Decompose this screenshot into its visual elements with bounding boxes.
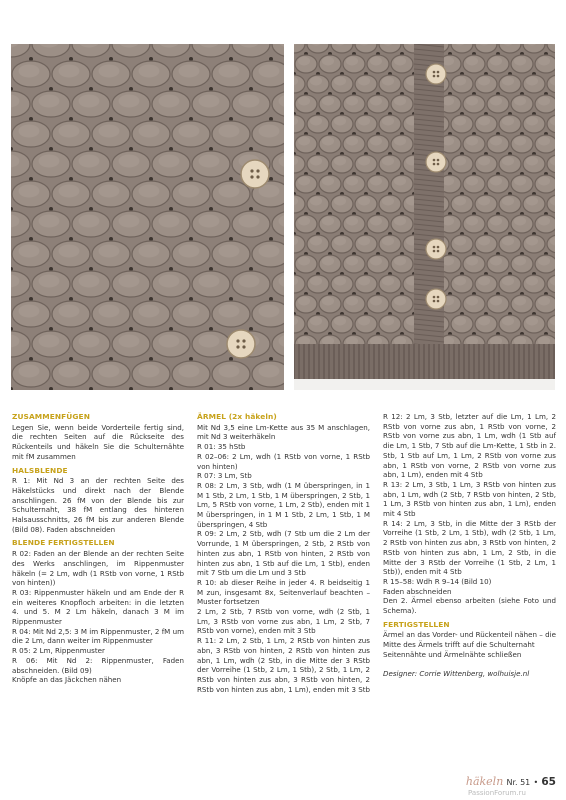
instruction-paragraph: Faden abschneiden bbox=[383, 586, 452, 596]
knit-photo-left bbox=[11, 44, 284, 390]
instruction-paragraph: R 06: Mit Nd 2: Rippenmuster, Faden abschneiden. (Bild 09) bbox=[12, 655, 184, 675]
footer-separator: • bbox=[533, 778, 539, 787]
instruction-paragraph: R 08: 2 Lm, 3 Stb, wdh (1 M überspringen, in 1 M 1 Stb, 2 Lm, 1 Stb, 1 M überspringen, 2 Stb, 1 Lm, 5 RStb von vorne, 1 Lm, 2 Stb), enden mit 1 M überspringen, in 1 M 1 Stb, 2 Lm, 1 Stb, 1 M überspringen, 4 Stb bbox=[197, 480, 370, 529]
section-title: FERTIGSTELLEN bbox=[383, 619, 450, 629]
instruction-paragraph: Seitennähte und Ärmelnähte schließen bbox=[383, 649, 522, 659]
designer-credit: Designer: Corrie Wittenberg, wolhuisje.nl bbox=[383, 668, 530, 678]
column-1 bbox=[12, 412, 184, 685]
footer-issue: Nr. 51 bbox=[506, 778, 531, 787]
section-title: HALSBLENDE bbox=[12, 465, 68, 475]
watermark: PassionForum.ru bbox=[468, 789, 526, 797]
instruction-paragraph: R 10: ab dieser Reihe in jeder 4. R beidseitig 1 M zun, insgesamt 8x, Seitenverlauf beachten – Muster fortsetzen bbox=[197, 577, 370, 607]
section-title: ZUSAMMENFÜGEN bbox=[12, 412, 90, 421]
instruction-paragraph: R 07: 3 Lm, Stb bbox=[197, 471, 252, 481]
instruction-paragraph: R 01: 35 hStb bbox=[197, 442, 246, 452]
instruction-paragraph: Ärmel an das Vorder- und Rückenteil nähen – die Mitte des Ärmels trifft auf die Schulternaht bbox=[383, 630, 556, 650]
instruction-paragraph: Mit Nd 3,5 eine Lm-Kette aus 35 M anschlagen, mit Nd 3 weiterhäkeln bbox=[197, 422, 370, 442]
page-number: 65 bbox=[541, 776, 556, 788]
instruction-paragraph: Den 2. Ärmel ebenso arbeiten (siehe Foto und Schema). bbox=[383, 596, 556, 616]
instruction-paragraph: R 11: 2 Lm, 2 Stb, 1 Lm, 2 RStb von hinten zus abn, 3 RStb von hinten, 2 RStb von hinten zus abn, 1 Lm, wdh (2 Stb, in die Mitte der 3 RStb der Vorreihe (1 Stb, 2 Lm, 1 Stb), 2 Stb, 1 Lm, 2 RStb von hinten zus abn, 3 RStb von hinten, 2 RStb von hinten zus abn, 1 Lm), enden mit 3 Stb bbox=[197, 636, 371, 694]
instruction-paragraph: R 02–06: 2 Lm, wdh (1 RStb von vorne, 1 RStb von hinten) bbox=[197, 451, 370, 471]
instruction-paragraph: R 02: Faden an der Blende an der rechten Seite des Werks anschlingen, im Rippenmuster häkeln (= 2 Lm, wdh (1 RStb von vorne, 1 RStb von hinten)) bbox=[12, 549, 184, 588]
instruction-paragraph: R 14: 2 Lm, 3 Stb, in die Mitte der 3 RStb der Vorreihe (1 Stb, 2 Lm, 1 Stb), wdh (2 Stb, 1 Lm, 2 RStb von hinten zus abn, 3 RStb von hinten, 2 RStb von hinten zus abn, 1 Lm, 2 Stb, in die Mitte der 3 RStb der Vorreihe (1 Stb, 2 Lm, 1 Stb)), enden mit 4 Stb bbox=[383, 518, 556, 577]
instruction-paragraph: Legen Sie, wenn beide Vorderteile fertig sind, die rechten Seiten auf die Rückseite des Rückenteils und häkeln Sie die Schulternähte mit fM zusammen bbox=[12, 422, 184, 461]
instruction-paragraph: 2 Lm, 2 Stb, 7 RStb von vorne, wdh (2 Stb, 1 Lm, 3 RStb von vorne zus abn, 1 Lm, 2 Stb, 7 RStb von vorne), enden mit 3 Stb bbox=[197, 607, 370, 636]
instruction-paragraph: R 13: 2 Lm, 3 Stb, 1 Lm, 3 RStb von hinten zus abn, 1 Lm, wdh (2 Stb, 7 RStb von hinten, 2 Stb, 1 Lm, 3 RStb von hinten zus abn, 1 Lm), enden mit 4 Stb bbox=[383, 479, 556, 519]
instruction-paragraph: R 09: 2 Lm, 2 Stb, wdh (7 Stb um die 2 Lm der Vorrunde, 1 M überspringen, 2 Stb, 2 RStb von hinten zus abn, 1 RStb von hinten, 2 RStb von hinten zus abn, 1 Stb auf die Lm, 1 Stb), enden mit 7 Stb um die Lm und 3 Stb bbox=[197, 529, 370, 578]
column-3 bbox=[383, 412, 556, 678]
instruction-paragraph: R 1: Mit Nd 3 an der rechten Seite des Häkelstücks und direkt nach der Blende anschlingen. 26 fM von der Blende bis zur Schulternaht, 38 fM entlang des hinteren Halsausschnitts, 26 fM bis zur anderen Blende (Bild 08). Faden abschneiden bbox=[12, 476, 184, 534]
instruction-paragraph: Knöpfe an das Jäckchen nähen bbox=[12, 675, 122, 685]
knit-photo-right bbox=[294, 44, 555, 390]
page-footer bbox=[442, 775, 556, 788]
instruction-paragraph: R 12: 2 Lm, 3 Stb, letzter auf die Lm, 1 Lm, 2 RStb von vorne zus abn, 1 RStb von vorne, 2 RStb von vorne zus abn, 1 Lm, wdh (1 Stb auf die Lm, 1 Stb, 7 Stb auf die Lm-Kette, 1 Stb in 2. Stb, 1 Stb auf Lm, 1 Lm, 2 RStb von vorne zus abn, 1 RStb von vorne, 2 RStb von vorne zus abn, 1 Lm), enden mit 4 Stb bbox=[383, 412, 556, 480]
section-title: ÄRMEL (2x häkeln) bbox=[197, 412, 277, 421]
instruction-paragraph: R 03: Rippenmuster häkeln und am Ende der R ein weiteres Knopfloch arbeiten: in die letzten 4. und 5. M 2 Lm häkeln, danach 3 M im Rippenmuster bbox=[12, 587, 184, 627]
instruction-paragraph: R 04: Mit Nd 2,5: 3 M im Rippenmuster, 2 fM um die 2 Lm, dann weiter im Rippenmuster bbox=[12, 626, 184, 646]
instruction-paragraph: R 15–58: Wdh R 9–14 (Bild 10) bbox=[383, 576, 492, 586]
column-2 bbox=[197, 412, 370, 694]
section-title: BLENDE FERTIGSTELLEN bbox=[12, 538, 115, 548]
footer-brand: häkeln bbox=[465, 775, 504, 788]
instruction-paragraph: R 05: 2 Lm, Rippenmuster bbox=[12, 646, 105, 656]
